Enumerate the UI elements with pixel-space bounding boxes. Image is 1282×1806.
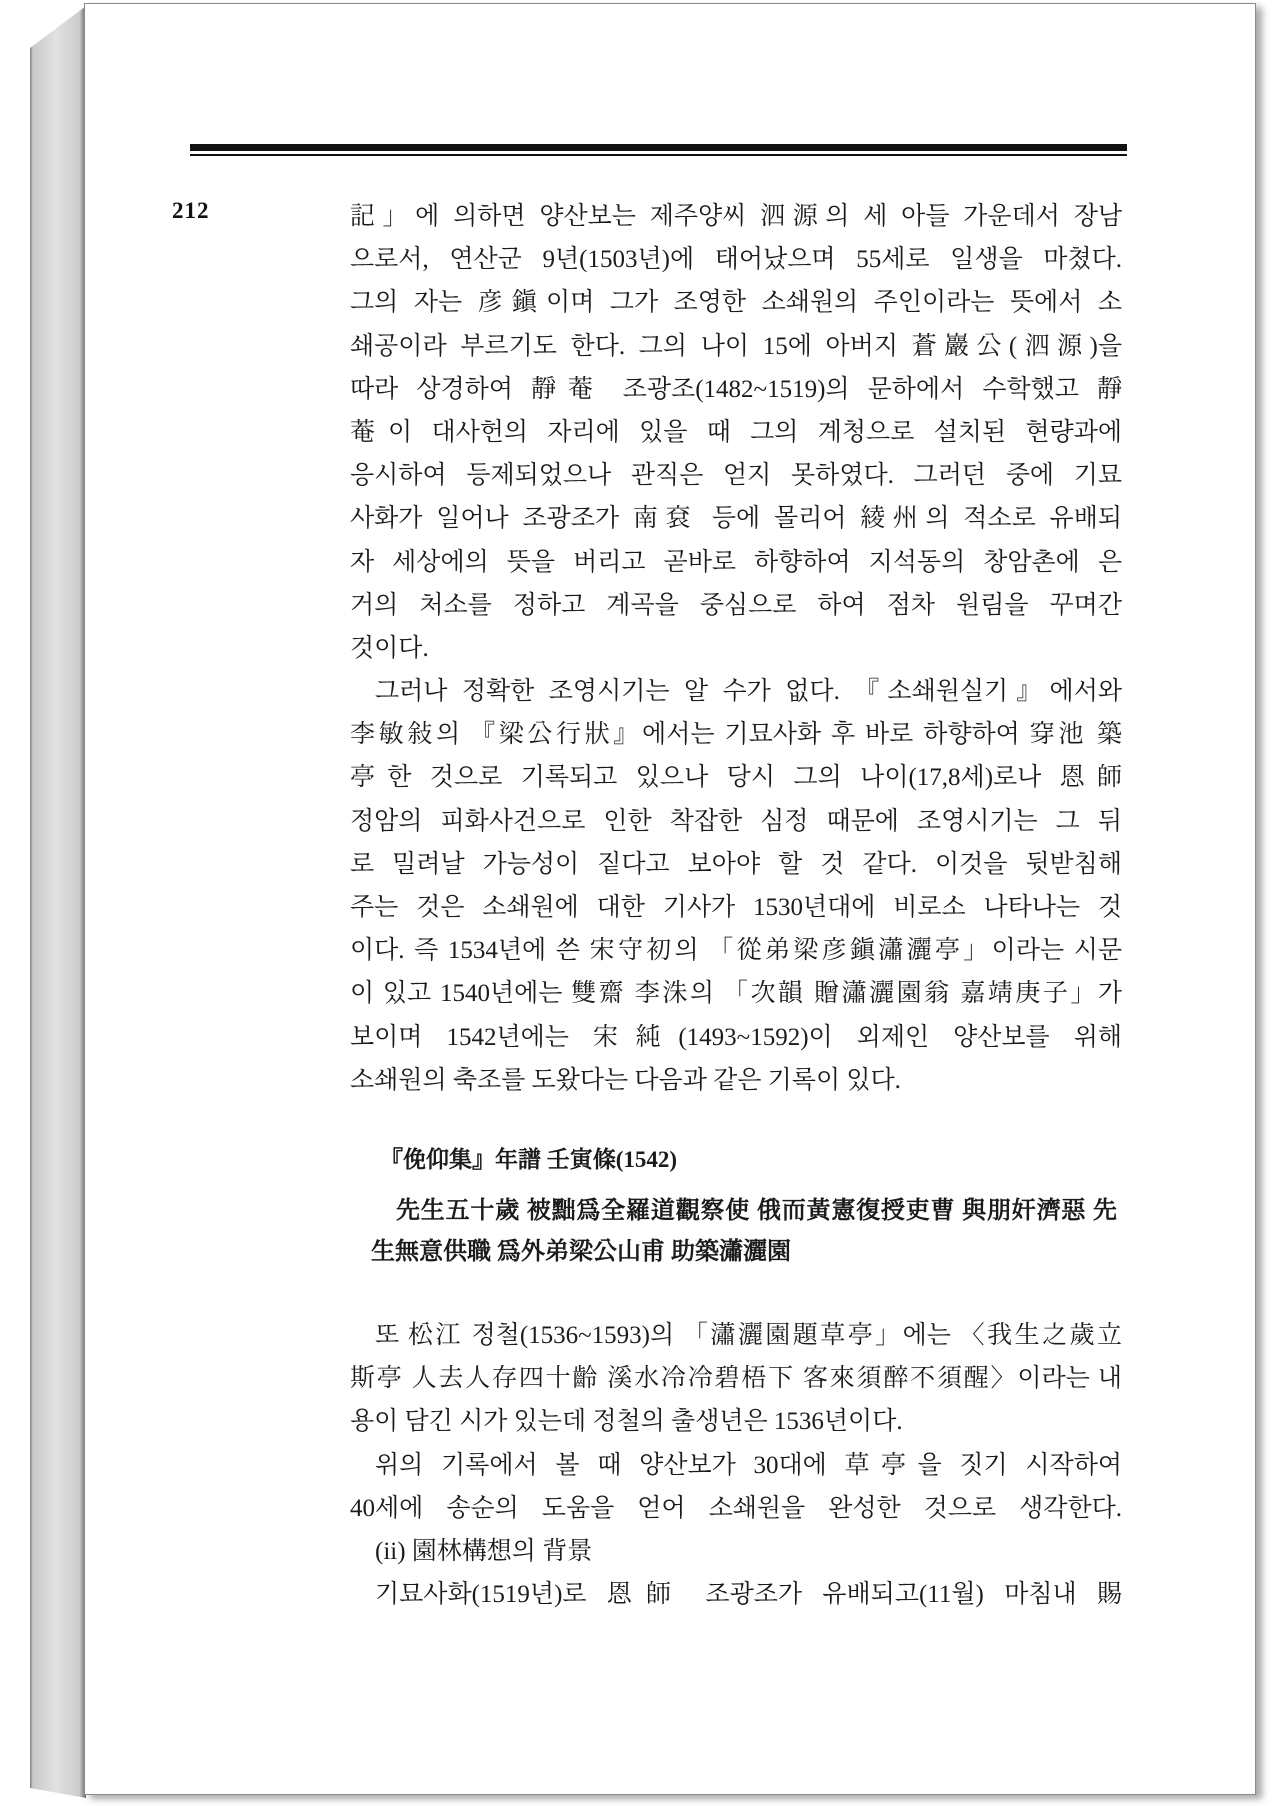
paragraph [350, 1314, 1122, 1444]
text-line: 그러나 정확한 조영시기는 알 수가 없다. 『소쇄원실기』에서와 [375, 678, 1122, 706]
text-line: 菴이 대사헌의 자리에 있을 때 그의 계청으로 설치된 현량과에 [350, 418, 1122, 446]
text-line: 로 밀려날 가능성이 짙다고 보아야 할 것 같다. 이것을 뒷받침해 [350, 850, 1122, 878]
main-text-lower [350, 1314, 1122, 1616]
text-line: 40세에 송순의 도움을 얻어 소쇄원을 완성한 것으로 생각한다. [350, 1494, 1122, 1522]
text-line: 용이 담긴 시가 있는데 정철의 출생년은 1536년이다. [350, 1408, 903, 1436]
text-line: 그의 자는 彦鎭이며 그가 조영한 소쇄원의 주인이라는 뜻에서 소 [350, 289, 1122, 317]
text-line: 또 松江 정철(1536~1593)의 「瀟灑園題草亭」에는 〈我生之歲立 [375, 1322, 1122, 1349]
main-text-upper [350, 195, 1122, 1102]
text-line: 記」에 의하면 양산보는 제주양씨 泗源의 세 아들 가운데서 장남 [350, 203, 1122, 230]
block-quote [371, 1191, 1117, 1273]
text-line: 거의 처소를 정하고 계곡을 중심으로 하여 점차 원림을 꾸며간 [350, 591, 1122, 619]
text-line: 것이다. [350, 634, 429, 662]
section-heading: (ii) 園林構想의 背景 [375, 1537, 593, 1565]
text-line: 이 있고 1540년에는 雙齋 李洙의 「次韻 贈瀟灑園翁 嘉靖庚子」가 [350, 980, 1122, 1008]
text-line: 쇄공이라 부르기도 한다. 그의 나이 15에 아버지 蒼巖公(泗源)을 [350, 332, 1122, 360]
book-spine [30, 6, 86, 1798]
paragraph [350, 1573, 1122, 1616]
text-line: 으로서, 연산군 9년(1503년)에 태어났으며 55세로 일생을 마쳤다. [350, 246, 1122, 274]
quote-source: 『俛仰集』年譜 壬寅條(1542) [380, 1147, 678, 1172]
quote-line: 生無意供職 爲外弟梁公山甫 助築瀟灑園 [371, 1239, 791, 1265]
text-line: 정암의 피화사건으로 인한 착잡한 심정 때문에 조영시기는 그 뒤 [350, 807, 1122, 835]
header-rule-thick [190, 144, 1127, 151]
header-rule-thin [190, 154, 1127, 156]
paragraph [350, 195, 1122, 670]
text-line: 따라 상경하여 靜菴 조광조(1482~1519)의 문하에서 수학했고 靜 [350, 375, 1122, 403]
paragraph [350, 1444, 1122, 1530]
text-line: 보이며 1542년에는 宋純(1493~1592)이 외제인 양산보를 위해 [350, 1023, 1122, 1051]
text-line: 소쇄원의 축조를 도왔다는 다음과 같은 기록이 있다. [350, 1066, 901, 1094]
text-line: 주는 것은 소쇄원에 대한 기사가 1530년대에 비로소 나타나는 것 [350, 894, 1122, 921]
text-line: 위의 기록에서 볼 때 양산보가 30대에 草亭을 짓기 시작하여 [375, 1451, 1122, 1479]
text-line: 亭한 것으로 기록되고 있으나 당시 그의 나이(17,8세)로나 恩師 [350, 764, 1122, 792]
text-line: 기묘사화(1519년)로 恩師 조광조가 유배되고(11월) 마침내 賜 [375, 1581, 1122, 1609]
paragraph [350, 670, 1122, 1102]
text-line: 李敏敍의 『梁公行狀』에서는 기묘사화 후 바로 하향하여 穿池 築 [350, 721, 1122, 749]
quote-line: 先生五十歲 被黜爲全羅道觀察使 俄而黃憲復授吏曹 與朋奸濟惡 先 [396, 1198, 1117, 1224]
text-line: 斯亭 人去人存四十齡 溪水冷冷碧梧下 客來須醉不須醒〉이라는 내 [350, 1365, 1122, 1393]
text-line: 사화가 일어나 조광조가 南袞 등에 몰리어 綾州의 적소로 유배되 [350, 505, 1122, 533]
text-line: 자 세상에의 뜻을 버리고 곧바로 하향하여 지석동의 창암촌에 은 [350, 548, 1122, 576]
text-line: 응시하여 등제되었으나 관직은 얻지 못하였다. 그러던 중에 기묘 [350, 462, 1122, 490]
page-number: 212 [172, 198, 210, 223]
text-line: 이다. 즉 1534년에 쓴 宋守初의 「從弟梁彦鎭瀟灑亭」이라는 시문 [350, 937, 1122, 965]
